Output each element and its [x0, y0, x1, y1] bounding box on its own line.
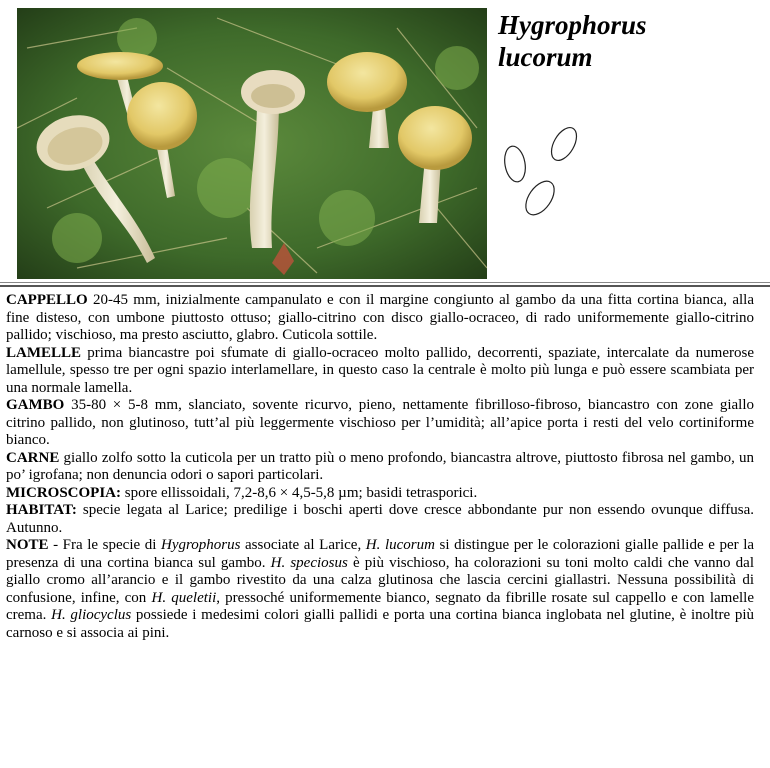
title-species: lucorum — [498, 42, 593, 72]
section-cappello: CAPPELLO 20-45 mm, inizialmente campanulato e con il margine congiunto al gambo da una fitta cortina bianca, alla fine disteso, con umbone piuttosto ottuso; giallo-citrino con disco giallo-ocraceo, di rado uniformemente giallo-citrino pallido; vischioso, ma presto asciutto, glabro. Cuticola sottile. — [6, 292, 754, 343]
section-carne: CARNE giallo zolfo sotto la cuticola per un tratto più o meno profondo, biancastra altrove, piuttosto fibrosa nel gambo, un po’ igrofana; non denuncia odori o sapori particolari. — [6, 449, 754, 483]
spore-2 — [546, 123, 581, 164]
spore-1 — [502, 145, 528, 184]
spore-drawing — [498, 120, 588, 225]
section-lamelle: LAMELLE prima biancastre poi sfumate di giallo-ocraceo molto pallido, decorrenti, spaziate, intercalate da numerose lamellule, spesso tre per ogni spazio interlamellare, in questo caso la centrale è molto più lunga e può essere scambiata per una normale lamella. — [6, 344, 754, 396]
section-habitat: HABITAT: specie legata al Larice; predilige i boschi aperti dove cresce abbondante pur non essendo ovunque diffusa. Autunno. — [6, 502, 754, 536]
section-microscopia: MICROSCOPIA: spore ellissoidali, 7,2-8,6 × 4,5-5,8 µm; basidi tetrasporici. — [6, 484, 478, 501]
title-genus: Hygrophorus — [498, 10, 647, 40]
mushroom-photo — [17, 8, 487, 279]
section-note: NOTE - Fra le specie di Hygrophorus associate al Larice, H. lucorum si distingue per le colorazioni gialle pallide e per la presenza di una cortina bianca sul gambo. H. speciosus è più vischioso, ha colorazioni su toni molto caldi che vanno dal giallo cromo all’arancio e il gambo rivestito da una calza glutinosa che lascia cercini giallastri. Nessuna possibilità di confusione, infine, con H. queletii, pressoché uniformemente bianco, segnato da fibrille rosate sul cappello e con lamelle crema. H. gliocyclus possiede i medesimi colori gialli pallidi e porta una cortina bianca inglobata nel glutine, è inoltre più carnoso e si associa ai pini. — [6, 537, 755, 641]
description-body — [6, 292, 754, 642]
divider-line-thick — [0, 285, 770, 287]
section-gambo: GAMBO 35-80 × 5-8 mm, slanciato, sovente ricurvo, pieno, nettamente fibrilloso-fibroso, biancastro con zone giallo citrino pallido, non glutinoso, tutt’al più leggermente vischioso per l’umidità; all’apice porta i resti del velo cortiniforme bianco. — [6, 397, 754, 448]
species-title — [498, 9, 758, 73]
divider-line — [0, 282, 770, 283]
spore-3 — [520, 176, 560, 220]
